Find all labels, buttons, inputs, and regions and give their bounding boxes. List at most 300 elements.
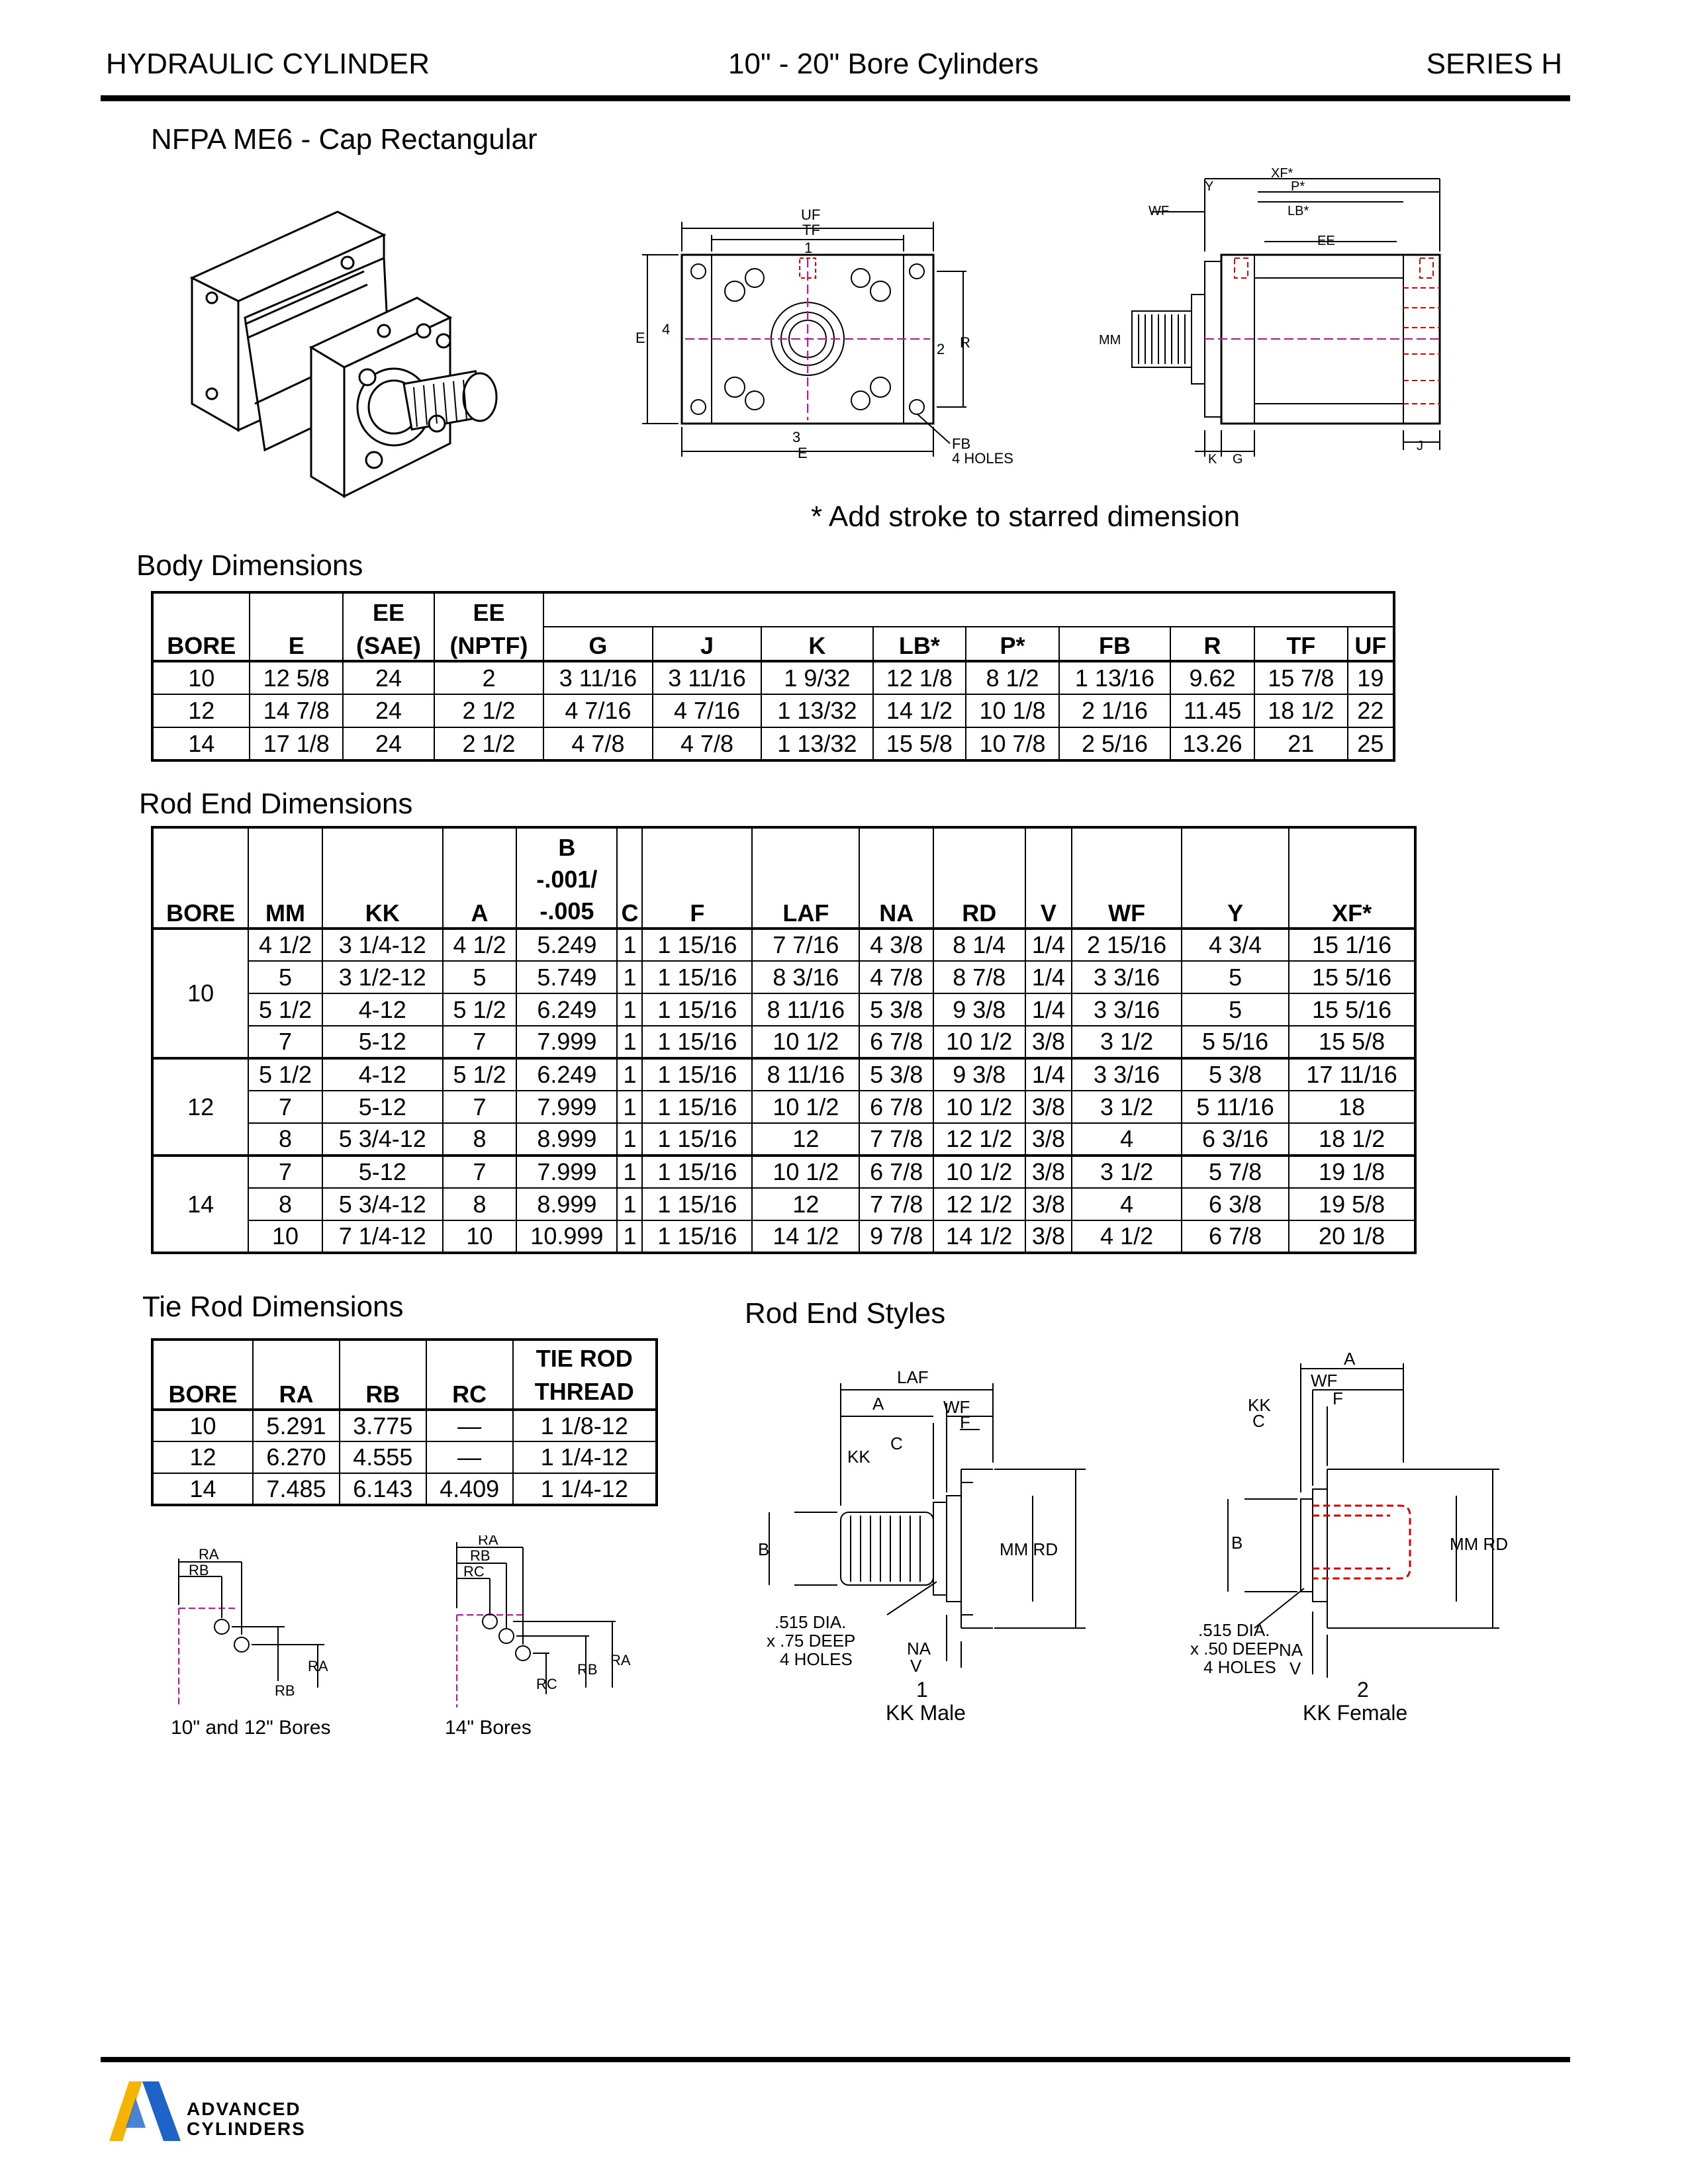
rod-cell: 5.749 <box>516 961 617 993</box>
table-row <box>152 1188 1415 1220</box>
body-cell: 10 7/8 <box>966 727 1059 760</box>
rod-cell: 20 1/8 <box>1289 1220 1415 1253</box>
table-row <box>152 1058 1415 1091</box>
rod-cell: 1 15/16 <box>642 1156 752 1188</box>
rod-cell: 5 <box>1182 961 1289 993</box>
kk-female-drawing <box>1139 1350 1509 1701</box>
rod-cell: 7 7/8 <box>859 1123 933 1156</box>
rod-cell: 5 <box>443 961 516 993</box>
body-cell: 9.62 <box>1170 661 1254 694</box>
body-col-header: FB <box>1059 627 1170 661</box>
female-note3: 4 HOLES <box>1203 1657 1276 1677</box>
table-row <box>152 1156 1415 1188</box>
tie-cell: 4.409 <box>426 1473 513 1505</box>
tie-rod-diagram-large <box>437 1535 655 1707</box>
rod-col-header: F <box>642 827 752 929</box>
rod-cell: 6 3/8 <box>1182 1188 1289 1220</box>
rod-cell: 9 7/8 <box>859 1220 933 1253</box>
port2-label: 2 <box>937 341 945 357</box>
rod-bore-cell: 12 <box>152 1058 248 1156</box>
rod-cell: 3 3/16 <box>1072 993 1182 1026</box>
body-col-header: (NPTF) <box>434 627 543 661</box>
rod-cell: 8 7/8 <box>933 961 1025 993</box>
f-label: F <box>960 1412 970 1432</box>
body-cell: 13.26 <box>1170 727 1254 760</box>
tie-cell: 6.143 <box>340 1473 426 1505</box>
rod-cell: 8 1/4 <box>933 929 1025 961</box>
rod-cell: 1 <box>617 1123 642 1156</box>
body-head-ee: EE <box>343 592 434 627</box>
rod-cell: 5 3/4-12 <box>322 1123 443 1156</box>
table-row <box>152 1410 657 1441</box>
rod-col-header: C <box>617 827 642 929</box>
v-label: V <box>1289 1659 1301 1678</box>
rod-col-header: LAF <box>752 827 859 929</box>
tie-cell: 1 1/4-12 <box>513 1473 657 1505</box>
body-cell: 2 1/2 <box>434 694 543 727</box>
tie-cell: 14 <box>152 1473 253 1505</box>
rod-cell: 1 <box>617 1091 642 1123</box>
rod-cell: 5 1/2 <box>248 1058 322 1091</box>
kk-female-caption: KK Female <box>1303 1701 1408 1725</box>
rod-cell: 5 7/8 <box>1182 1156 1289 1188</box>
tie-caption-large: 14" Bores <box>445 1717 532 1739</box>
tie-header-line: TIE ROD <box>536 1345 633 1372</box>
rod-cell: 3/8 <box>1025 1091 1072 1123</box>
rod-cell: 6 7/8 <box>859 1091 933 1123</box>
kk-male-drawing <box>755 1363 1112 1707</box>
rod-cell: 6 7/8 <box>859 1156 933 1188</box>
body-cell: 1 13/16 <box>1059 661 1170 694</box>
rod-cell: 1 <box>617 1188 642 1220</box>
body-cell: 2 1/16 <box>1059 694 1170 727</box>
body-cell: 1 13/32 <box>761 727 872 760</box>
rod-col-header: Y <box>1182 827 1289 929</box>
body-col-header: G <box>543 627 653 661</box>
body-cell: 12 <box>152 694 250 727</box>
table-row <box>152 1473 657 1505</box>
body-cell: 1 13/32 <box>761 694 872 727</box>
c-label: C <box>1252 1411 1265 1431</box>
rod-cell: 10 <box>443 1220 516 1253</box>
mm-label: MM <box>1099 333 1121 347</box>
rod-cell: 1 15/16 <box>642 1026 752 1058</box>
rod-cell: 14 1/2 <box>933 1220 1025 1253</box>
tie-rod-diagram-small <box>159 1549 377 1714</box>
kk-label: KK <box>1248 1395 1271 1415</box>
body-head-blank <box>543 592 1394 627</box>
rod-cell: 17 11/16 <box>1289 1058 1415 1091</box>
rod-col-header: MM <box>248 827 322 929</box>
laf-label: LAF <box>897 1367 929 1387</box>
rod-bore-cell: 10 <box>152 929 248 1058</box>
rod-cell: 1/4 <box>1025 929 1072 961</box>
rod-cell: 3/8 <box>1025 1123 1072 1156</box>
tie-col-header-thread <box>513 1340 657 1410</box>
tie-col-header: RC <box>426 1340 513 1410</box>
rod-cell: 3 3/16 <box>1072 961 1182 993</box>
rod-cell: 1 15/16 <box>642 1220 752 1253</box>
rod-cell: 1 <box>617 993 642 1026</box>
fb-label: FB <box>952 435 971 452</box>
front-view-drawing <box>635 199 1046 477</box>
body-cell: 14 7/8 <box>250 694 343 727</box>
e-bottom-label: E <box>798 445 808 461</box>
rod-cell: 3 1/2 <box>1072 1026 1182 1058</box>
tie-cell: — <box>426 1441 513 1473</box>
rod-cell: 8 3/16 <box>752 961 859 993</box>
f-label: F <box>1333 1388 1343 1408</box>
table-row <box>152 961 1415 993</box>
rod-cell: 6 7/8 <box>1182 1220 1289 1253</box>
body-cell: 2 5/16 <box>1059 727 1170 760</box>
rod-b-header-line: -.005 <box>539 897 594 925</box>
rod-cell: 7 <box>443 1091 516 1123</box>
rod-cell: 1 15/16 <box>642 1123 752 1156</box>
rod-cell: 7.999 <box>516 1026 617 1058</box>
rod-cell: 8 <box>248 1188 322 1220</box>
body-cell: 3 11/16 <box>543 661 653 694</box>
body-cell: 25 <box>1348 727 1394 760</box>
mount-title: NFPA ME6 - Cap Rectangular <box>151 123 538 156</box>
g-label: G <box>1233 452 1243 467</box>
rod-cell: 3/8 <box>1025 1188 1072 1220</box>
rod-bore-cell: 14 <box>152 1156 248 1253</box>
rod-cell: 4 <box>1072 1123 1182 1156</box>
table-row <box>152 661 1394 694</box>
body-col-header: UF <box>1348 627 1394 661</box>
rod-cell: 1 15/16 <box>642 929 752 961</box>
body-col-header: LB* <box>873 627 966 661</box>
rod-cell: 5 <box>1182 993 1289 1026</box>
rod-b-header-line: -.001/ <box>536 866 598 893</box>
tie-cell: 5.291 <box>253 1410 340 1441</box>
body-cell: 4 7/16 <box>653 694 762 727</box>
body-col-header: BORE <box>152 627 250 661</box>
body-cell: 14 1/2 <box>873 694 966 727</box>
rod-cell: 5 1/2 <box>248 993 322 1026</box>
header-center: 10" - 20" Bore Cylinders <box>728 48 1039 80</box>
body-cell: 22 <box>1348 694 1394 727</box>
logo-line1: ADVANCED <box>187 2099 301 2119</box>
rod-cell: 7 7/8 <box>859 1188 933 1220</box>
body-col-header: R <box>1170 627 1254 661</box>
rod-cell: 8 11/16 <box>752 1058 859 1091</box>
body-cell: 24 <box>343 727 434 760</box>
body-head-ee: EE <box>434 592 543 627</box>
rod-cell: 5 <box>248 961 322 993</box>
rod-cell: 5-12 <box>322 1156 443 1188</box>
tie-cell: 7.485 <box>253 1473 340 1505</box>
ra-label: RA <box>199 1549 219 1563</box>
rod-cell: 7 <box>248 1156 322 1188</box>
rod-cell: 8 <box>443 1123 516 1156</box>
mmrd-label: MM RD <box>1000 1539 1058 1559</box>
rod-cell: 18 <box>1289 1091 1415 1123</box>
table-row <box>152 727 1394 760</box>
body-cell: 19 <box>1348 661 1394 694</box>
header-right: SERIES H <box>1426 48 1562 80</box>
rod-cell: 3 1/4-12 <box>322 929 443 961</box>
rod-cell: 3/8 <box>1025 1156 1072 1188</box>
c-label: C <box>890 1433 903 1453</box>
xf-label: XF* <box>1271 166 1293 181</box>
ra-label: RA <box>478 1535 498 1548</box>
male-note3: 4 HOLES <box>780 1649 853 1669</box>
rod-cell: 7.999 <box>516 1091 617 1123</box>
rod-cell: 5 3/4-12 <box>322 1188 443 1220</box>
rod-cell: 10 1/2 <box>933 1156 1025 1188</box>
rod-cell: 1 15/16 <box>642 1058 752 1091</box>
body-col-header: K <box>761 627 872 661</box>
rod-cell: 4-12 <box>322 993 443 1026</box>
rod-title: Rod End Dimensions <box>139 788 413 820</box>
rod-cell: 7 <box>248 1026 322 1058</box>
logo-text <box>187 2099 306 2139</box>
tie-cell: 1 1/8-12 <box>513 1410 657 1441</box>
rod-cell: 3 3/16 <box>1072 1058 1182 1091</box>
k-label: K <box>1208 452 1217 467</box>
rod-cell: 8 11/16 <box>752 993 859 1026</box>
rod-cell: 1 15/16 <box>642 993 752 1026</box>
rod-cell: 10 <box>248 1220 322 1253</box>
kk-female-number: 2 <box>1357 1678 1369 1702</box>
body-cell: 14 <box>152 727 250 760</box>
body-cell: 17 1/8 <box>250 727 343 760</box>
rod-cell: 4 3/4 <box>1182 929 1289 961</box>
rod-cell: 8 <box>248 1123 322 1156</box>
tie-cell: 1 1/4-12 <box>513 1441 657 1473</box>
tf-label: TF <box>802 222 820 238</box>
rod-cell: 4 <box>1072 1188 1182 1220</box>
tie-caption-small: 10" and 12" Bores <box>171 1717 331 1739</box>
rod-cell: 15 5/16 <box>1289 961 1415 993</box>
b-label: B <box>758 1539 770 1559</box>
j-label: J <box>1417 439 1423 453</box>
table-row <box>152 1220 1415 1253</box>
female-note1: .515 DIA. <box>1198 1620 1270 1640</box>
rod-cell: 5 1/2 <box>443 1058 516 1091</box>
rod-cell: 4 7/8 <box>859 961 933 993</box>
body-col-header: TF <box>1254 627 1348 661</box>
tie-cell: 10 <box>152 1410 253 1441</box>
body-head-blank <box>152 592 250 627</box>
rod-cell: 4 1/2 <box>1072 1220 1182 1253</box>
body-cell: 21 <box>1254 727 1348 760</box>
table-row <box>152 1123 1415 1156</box>
rod-col-header: NA <box>859 827 933 929</box>
rod-cell: 7 <box>443 1026 516 1058</box>
table-row <box>152 1026 1415 1058</box>
rod-cell: 8.999 <box>516 1123 617 1156</box>
rod-cell: 4 3/8 <box>859 929 933 961</box>
body-col-header: P* <box>966 627 1059 661</box>
body-title: Body Dimensions <box>136 549 363 582</box>
rod-cell: 1 <box>617 961 642 993</box>
rod-cell: 6 7/8 <box>859 1026 933 1058</box>
rod-cell: 5 5/16 <box>1182 1026 1289 1058</box>
rod-cell: 1 15/16 <box>642 1091 752 1123</box>
rod-cell: 6.249 <box>516 993 617 1026</box>
tie-rod-table <box>151 1338 658 1506</box>
male-note1: .515 DIA. <box>774 1612 847 1632</box>
rod-cell: 3 1/2 <box>1072 1091 1182 1123</box>
rod-col-header-b <box>516 827 617 929</box>
rod-cell: 5 3/8 <box>1182 1058 1289 1091</box>
rod-cell: 5 11/16 <box>1182 1091 1289 1123</box>
rod-cell: 7 1/4-12 <box>322 1220 443 1253</box>
na-label: NA <box>907 1639 931 1659</box>
a-label: A <box>872 1394 884 1414</box>
body-cell: 15 5/8 <box>873 727 966 760</box>
rod-cell: 1 <box>617 929 642 961</box>
p-label: P* <box>1291 179 1305 194</box>
body-cell: 18 1/2 <box>1254 694 1348 727</box>
header-rule <box>101 95 1570 101</box>
wf-label: WF <box>1149 204 1170 218</box>
rod-cell: 10 1/2 <box>752 1091 859 1123</box>
rod-cell: 6.249 <box>516 1058 617 1091</box>
rod-cell: 5 1/2 <box>443 993 516 1026</box>
tie-title: Tie Rod Dimensions <box>142 1291 404 1323</box>
kk-male-caption: KK Male <box>886 1701 966 1725</box>
table-row <box>152 1091 1415 1123</box>
rod-col-header: XF* <box>1289 827 1415 929</box>
rod-col-header: WF <box>1072 827 1182 929</box>
rod-cell: 3 1/2-12 <box>322 961 443 993</box>
rod-cell: 10 1/2 <box>752 1156 859 1188</box>
rod-cell: 5 3/8 <box>859 993 933 1026</box>
rb-label: RB <box>470 1547 491 1564</box>
rod-cell: 1 15/16 <box>642 961 752 993</box>
e-left-label: E <box>635 330 645 346</box>
body-cell: 1 9/32 <box>761 661 872 694</box>
rod-cell: 1 <box>617 1220 642 1253</box>
table-row <box>152 694 1394 727</box>
body-cell: 24 <box>343 661 434 694</box>
port3-label: 3 <box>792 429 801 445</box>
table-row <box>152 1441 657 1473</box>
body-cell: 4 7/8 <box>653 727 762 760</box>
tie-col-header: RA <box>253 1340 340 1410</box>
wf-label: WF <box>1311 1371 1338 1390</box>
rc-label: RC <box>463 1563 485 1580</box>
footer-rule <box>101 2057 1570 2062</box>
body-cell: 8 1/2 <box>966 661 1059 694</box>
rod-cell: 8.999 <box>516 1188 617 1220</box>
port4-label: 4 <box>662 321 671 338</box>
body-cell: 11.45 <box>1170 694 1254 727</box>
rod-cell: 10.999 <box>516 1220 617 1253</box>
rod-cell: 3/8 <box>1025 1220 1072 1253</box>
rod-cell: 1/4 <box>1025 993 1072 1026</box>
rod-cell: 4 1/2 <box>443 929 516 961</box>
rb-label: RB <box>275 1682 295 1699</box>
stroke-note: * Add stroke to starred dimension <box>811 500 1241 533</box>
rod-col-header: A <box>443 827 516 929</box>
rod-cell: 19 1/8 <box>1289 1156 1415 1188</box>
rod-dimensions-table <box>151 826 1417 1254</box>
rod-cell: 2 15/16 <box>1072 929 1182 961</box>
rod-styles-title: Rod End Styles <box>745 1297 946 1330</box>
tie-cell: 3.775 <box>340 1410 426 1441</box>
rod-cell: 14 1/2 <box>752 1220 859 1253</box>
body-cell: 12 1/8 <box>873 661 966 694</box>
rod-cell: 1 <box>617 1058 642 1091</box>
header-left: HYDRAULIC CYLINDER <box>106 48 430 80</box>
rod-cell: 12 1/2 <box>933 1123 1025 1156</box>
rod-cell: 12 1/2 <box>933 1188 1025 1220</box>
rod-col-header: KK <box>322 827 443 929</box>
body-cell: 4 7/8 <box>543 727 653 760</box>
lb-label: LB* <box>1288 204 1309 218</box>
kk-label: KK <box>847 1447 870 1467</box>
port1-label: 1 <box>804 240 813 256</box>
male-note2: x .75 DEEP <box>767 1631 856 1651</box>
body-cell: 4 7/16 <box>543 694 653 727</box>
rod-cell: 7 <box>248 1091 322 1123</box>
body-cell: 2 1/2 <box>434 727 543 760</box>
cylinder-isometric-drawing <box>185 205 516 516</box>
rod-cell: 10 1/2 <box>933 1026 1025 1058</box>
tie-cell: 4.555 <box>340 1441 426 1473</box>
rod-cell: 7.999 <box>516 1156 617 1188</box>
tie-cell: 12 <box>152 1441 253 1473</box>
rod-cell: 18 1/2 <box>1289 1123 1415 1156</box>
rod-cell: 12 <box>752 1123 859 1156</box>
na-label: NA <box>1279 1640 1303 1660</box>
a-label: A <box>1344 1350 1356 1369</box>
advanced-cylinders-logo <box>109 2078 182 2144</box>
rod-cell: 1 <box>617 1026 642 1058</box>
rod-cell: 5-12 <box>322 1091 443 1123</box>
rb-label: RB <box>577 1661 598 1678</box>
body-col-header: (SAE) <box>343 627 434 661</box>
rod-cell: 9 3/8 <box>933 1058 1025 1091</box>
rod-cell: 1/4 <box>1025 1058 1072 1091</box>
body-cell: 3 11/16 <box>653 661 762 694</box>
rod-cell: 10 1/2 <box>933 1091 1025 1123</box>
rod-cell: 3 1/2 <box>1072 1156 1182 1188</box>
rod-cell: 15 1/16 <box>1289 929 1415 961</box>
tie-cell: — <box>426 1410 513 1441</box>
v-label: V <box>910 1656 922 1676</box>
body-cell: 15 7/8 <box>1254 661 1348 694</box>
rod-cell: 19 5/8 <box>1289 1188 1415 1220</box>
body-col-header: J <box>653 627 762 661</box>
rod-cell: 4-12 <box>322 1058 443 1091</box>
table-row <box>152 929 1415 961</box>
mmrd-label: MM RD <box>1450 1534 1509 1554</box>
body-cell: 2 <box>434 661 543 694</box>
rod-cell: 10 1/2 <box>752 1026 859 1058</box>
body-cell: 10 1/8 <box>966 694 1059 727</box>
rod-cell: 6 3/16 <box>1182 1123 1289 1156</box>
tie-header-line: THREAD <box>534 1378 634 1405</box>
rod-col-header: BORE <box>152 827 248 929</box>
body-dimensions-table <box>151 591 1395 762</box>
rod-cell: 5 3/8 <box>859 1058 933 1091</box>
body-head-blank <box>250 592 343 627</box>
tie-cell: 6.270 <box>253 1441 340 1473</box>
y-label: Y <box>1205 179 1214 194</box>
rod-cell: 15 5/8 <box>1289 1026 1415 1058</box>
rod-cell: 5.249 <box>516 929 617 961</box>
female-note2: x .50 DEEP <box>1190 1639 1280 1659</box>
wf-label: WF <box>943 1397 970 1417</box>
tie-col-header: RB <box>340 1340 426 1410</box>
body-cell: 12 5/8 <box>250 661 343 694</box>
